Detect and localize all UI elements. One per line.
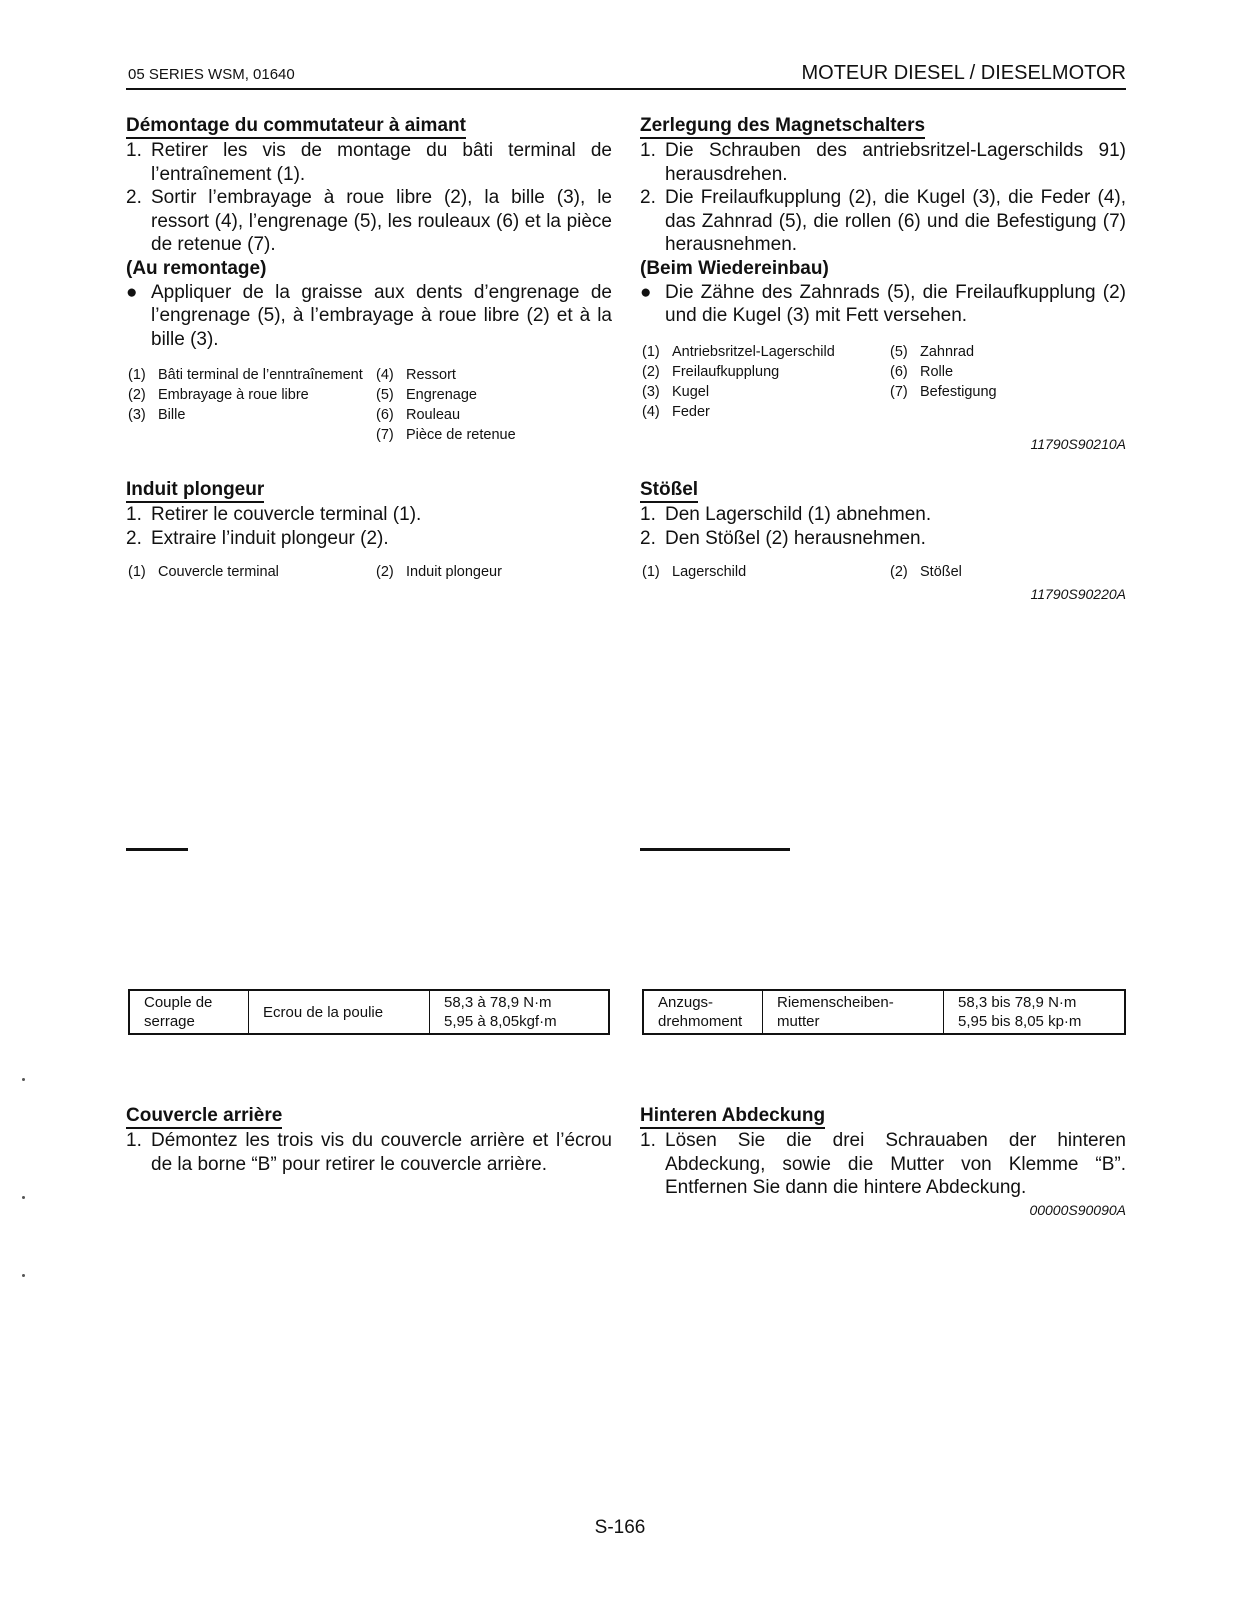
- step-item: 1. Retirer le couvercle terminal (1).: [126, 504, 422, 525]
- header-section-title: MOTEUR DIESEL / DIESELMOTOR: [801, 62, 1126, 84]
- steps-list: [640, 139, 1126, 257]
- legend-item: (7) Befestigung: [890, 383, 997, 400]
- torque-table-fr: [128, 989, 610, 1035]
- step-item: 1. Démontez les trois vis du couvercle arrière et l’écrou de la borne “B” pour retirer le couvercle arrière.: [126, 1130, 612, 1175]
- section-title: Stößel: [640, 478, 698, 503]
- step-item: 1. Die Schrauben des antriebsritzel-Lagerschilds 91) herausdrehen.: [640, 140, 1126, 185]
- section-title: Démontage du commutateur à aimant: [126, 114, 466, 139]
- section-fr-couvercle: [126, 1104, 612, 1176]
- legend-item: (4) Feder: [642, 403, 710, 420]
- reference-code: 00000S90090A: [1029, 1201, 1126, 1218]
- legend-item: (6) Rolle: [890, 363, 954, 380]
- parts-legend: [126, 365, 612, 445]
- bullet-list: [640, 281, 1126, 328]
- section-title: Induit plongeur: [126, 478, 264, 503]
- step-item: 2. Sortir l’embrayage à roue libre (2), la bille (3), le ressort (4), l’engrenage (5), les rouleaux (6) et la pièce de retenue (7).: [126, 187, 612, 255]
- steps-list: [126, 503, 612, 550]
- legend-item: [126, 425, 374, 445]
- reference-code: 11790S90210A: [1030, 435, 1126, 452]
- legend-item: (2) Induit plongeur: [376, 564, 502, 580]
- steps-list: [126, 139, 612, 257]
- step-item: 2. Die Freilaufkupplung (2), die Kugel (3), die Feder (4), das Zahnrad (5), die rollen (6) und die Befestigung (7) herausnehmen.: [640, 187, 1126, 255]
- short-rule-fr: [126, 848, 188, 851]
- legend-item: (4) Ressort: [376, 367, 456, 383]
- subheading: (Beim Wiedereinbau): [640, 257, 829, 279]
- legend-item: (2) Freilaufkupplung: [642, 363, 780, 380]
- legend-item: (6) Rouleau: [376, 407, 461, 423]
- torque-values: 58,3 bis 78,9 N·m 5,95 bis 8,05 kp·m: [944, 990, 1126, 1034]
- section-de-abdeckung: [640, 1104, 1126, 1218]
- reference-code: 11790S90220A: [1030, 586, 1126, 602]
- bullet-item: ● Appliquer de la graisse aux dents d’engrenage de l’engrenage (5), à l’embrayage à roue libre (2) et à la bille (3).: [126, 281, 612, 350]
- legend-item: (1) Antriebsritzel-Lagerschild: [642, 343, 835, 360]
- steps-list: [126, 1129, 612, 1176]
- torque-item: Ecrou de la poulie: [249, 990, 430, 1034]
- legend-item: (3) Kugel: [642, 383, 710, 400]
- steps-list: [640, 1129, 1126, 1200]
- scan-speck: [22, 1274, 25, 1277]
- section-fr-induit: [126, 478, 612, 582]
- torque-label: Couple de serrage: [129, 990, 249, 1034]
- short-rule-de: [640, 848, 790, 851]
- section-title: Couvercle arrière: [126, 1104, 282, 1129]
- legend-item: (1) Couvercle terminal: [128, 564, 279, 580]
- scan-speck: [22, 1078, 25, 1081]
- legend-item: (5) Zahnrad: [890, 343, 975, 360]
- bullet-item: ● Die Zähne des Zahnrads (5), die Freilaufkupplung (2) und die Kugel (3) mit Fett versehen.: [640, 281, 1126, 326]
- scan-speck: [22, 1196, 25, 1199]
- torque-values: 58,3 à 78,9 N·m 5,95 à 8,05kgf·m: [430, 990, 610, 1034]
- page-number: S-166: [594, 1517, 646, 1538]
- step-item: 1. Retirer les vis de montage du bâti terminal de l’entraînement (1).: [126, 140, 612, 185]
- step-item: 2. Extraire l’induit plongeur (2).: [126, 527, 389, 549]
- parts-legend: [640, 562, 1126, 582]
- legend-item: (2) Stößel: [890, 564, 962, 580]
- legend-item: (5) Engrenage: [376, 387, 477, 403]
- step-item: 1. Lösen Sie die drei Schrauaben der hinteren Abdeckung, sowie die Mutter von Klemme “B”. Entfernen Sie dann die hintere Abdeckung.: [640, 1130, 1126, 1198]
- step-item: 1. Den Lagerschild (1) abnehmen.: [640, 504, 932, 525]
- section-de-stoessel: [640, 478, 1126, 602]
- torque-table-de: [642, 989, 1126, 1035]
- section-title: Zerlegung des Magnetschalters: [640, 114, 925, 139]
- legend-item: (7) Pièce de retenue: [376, 427, 516, 443]
- parts-legend: [640, 342, 1126, 422]
- section-de-zerlegung: [640, 114, 1126, 452]
- step-item: 2. Den Stößel (2) herausnehmen.: [640, 527, 926, 549]
- section-fr-demontage: [126, 114, 612, 445]
- legend-item: (1) Lagerschild: [642, 564, 747, 580]
- legend-item: (2) Embrayage à roue libre: [128, 387, 309, 403]
- legend-item: (3) Bille: [128, 407, 186, 423]
- header-doc-id: 05 SERIES WSM, 01640: [128, 66, 295, 83]
- bullet-list: [126, 281, 612, 352]
- subheading: (Au remontage): [126, 257, 267, 279]
- torque-item: Riemenscheiben- mutter: [763, 990, 944, 1034]
- torque-label: Anzugs- drehmoment: [643, 990, 763, 1034]
- bullet-icon: ●: [640, 281, 652, 303]
- legend-item: (1) Bâti terminal de l’enntraînement: [128, 367, 363, 383]
- header-rule: [126, 88, 1126, 90]
- bullet-icon: ●: [126, 281, 138, 303]
- steps-list: [640, 503, 1126, 550]
- section-title: Hinteren Abdeckung: [640, 1104, 825, 1129]
- parts-legend: [126, 562, 612, 582]
